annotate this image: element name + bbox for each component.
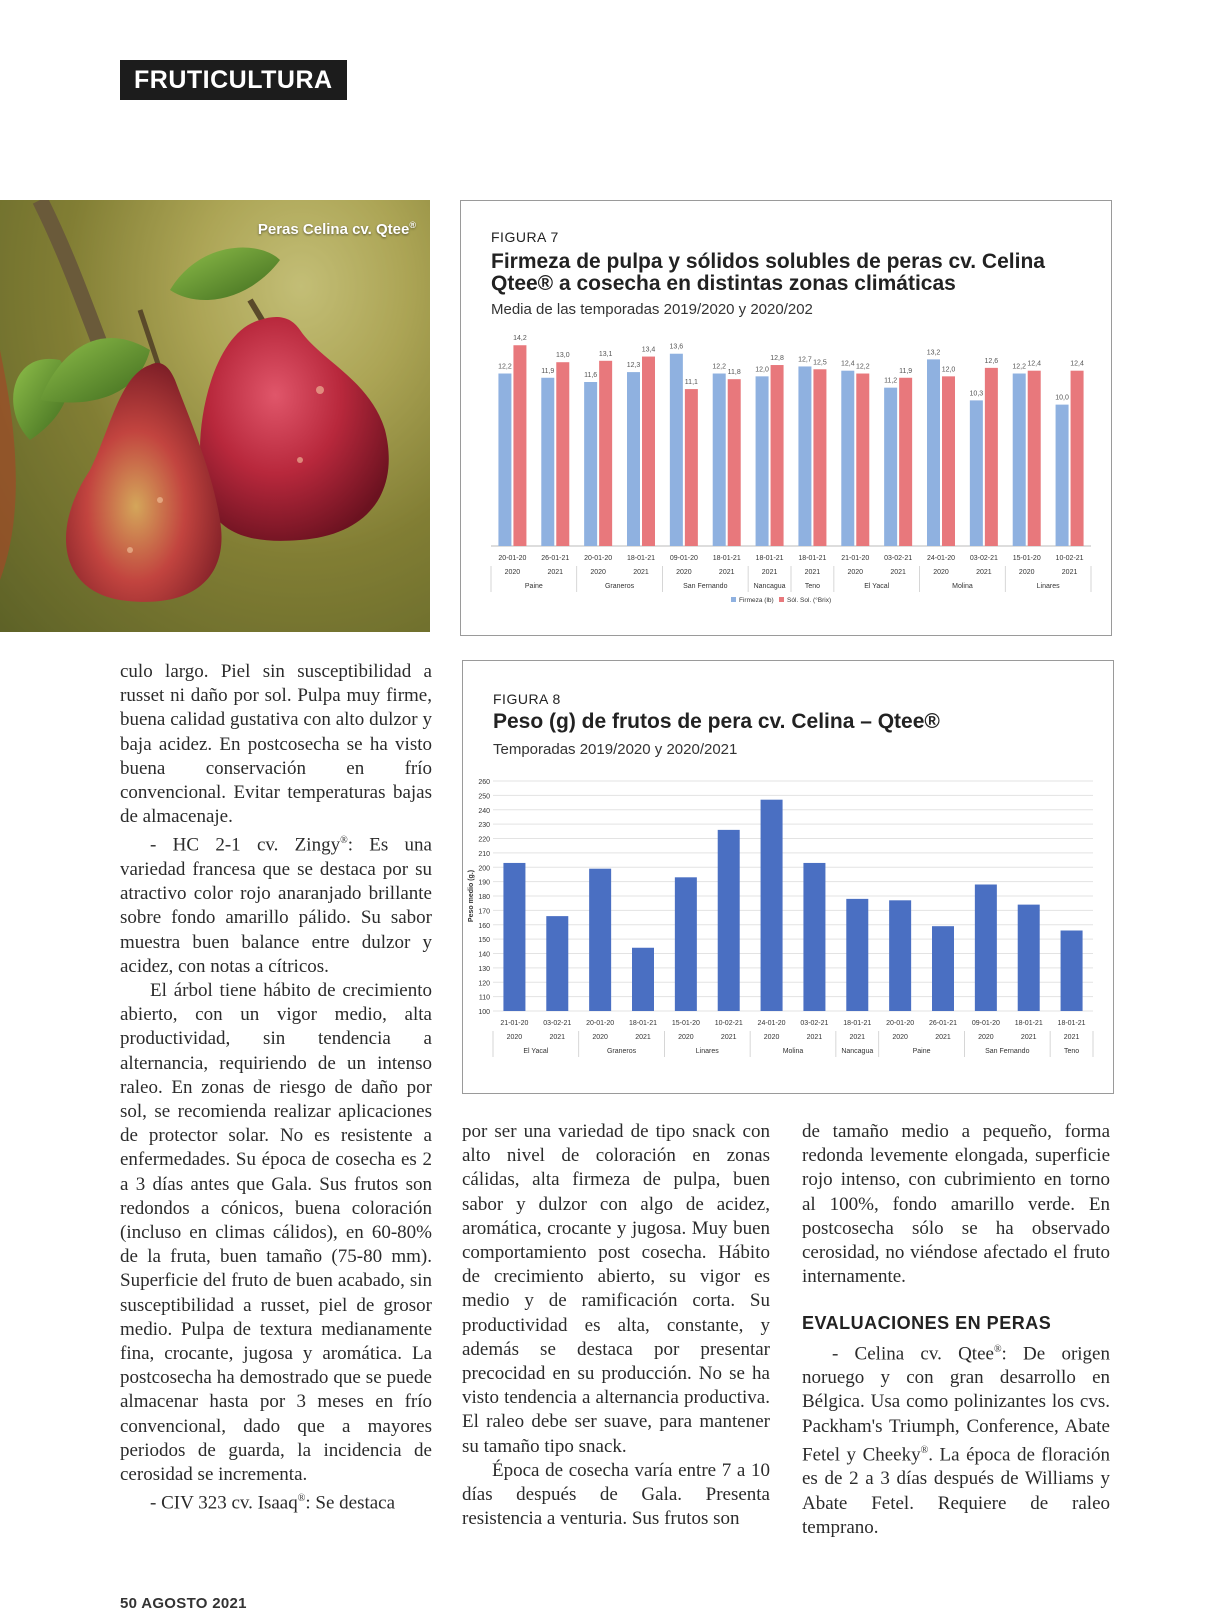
weight-bar [503,863,525,1011]
bar-value-label: 13,0 [555,352,570,360]
x-year-label: 2021 [935,1034,951,1041]
bar-value-label: 13,2 [926,349,941,357]
bar-value-label: 12,2 [1012,363,1027,371]
solidos-bar [813,369,826,546]
section-heading: EVALUACIONES EN PERAS [802,1313,1052,1334]
x-tick-label: 03-02-21 [543,1020,572,1027]
x-group-label: Teno [804,583,821,590]
y-tick-label: 200 [478,865,490,873]
legend-swatch [731,597,736,602]
bar-value-label: 12,2 [712,363,727,371]
x-year-label: 2021 [804,569,821,576]
y-tick-label: 160 [478,922,490,930]
x-tick-label: 24-01-20 [757,1020,786,1027]
paragraph: de tamaño medio a pequeño, forma redonda levemente elongada, superficie rojo intenso, con cubrimiento en torno al 100%, fondo amarillo verde. En postcosecha sólo se ha observado cerosidad, no viéndose afectado el fruto internamente. [802,1121,1110,1288]
solidos-bar [599,361,612,546]
weight-bar [889,900,911,1011]
bar-value-label: 13,4 [641,346,656,354]
x-tick-label: 15-01-20 [671,1020,700,1027]
x-group-label: Graneros [606,1048,637,1055]
bar-value-label: 12,7 [798,356,812,364]
x-year-label: 2020 [847,569,864,576]
x-group-label: El Yacal [864,583,890,590]
x-tick-label: 09-01-20 [669,555,698,562]
legend-label: Sól. Sol. (°Brix) [787,597,832,604]
firmeza-bar [627,372,640,546]
x-tick-label: 21-01-20 [841,555,870,562]
firmeza-bar [1056,405,1069,546]
x-year-label: 2021 [1020,1034,1037,1041]
bar-value-label: 11,9 [541,367,555,375]
x-year-label: 2021 [890,569,906,576]
y-tick-label: 260 [478,779,490,786]
photo-caption: Peras Celina cv. Qtee® [257,220,416,238]
figure-8-title: Peso (g) de frutos de pera cv. Celina – Qtee® [493,710,940,733]
x-year-label: 2020 [592,1034,608,1041]
x-tick-label: 10-02-21 [1055,555,1084,562]
x-year-label: 2021 [761,569,778,576]
solidos-bar [985,368,998,546]
x-group-label: San Fernando [683,583,728,590]
figure-7-label: FIGURA 7 [491,229,559,245]
firmeza-bar [670,354,683,546]
x-tick-label: 18-01-21 [798,555,827,562]
figure-8-subtitle: Temporadas 2019/2020 y 2020/2021 [493,741,738,758]
y-tick-label: 180 [478,894,490,901]
y-tick-label: 210 [478,850,490,858]
y-tick-label: 250 [478,793,490,801]
x-year-label: 2021 [635,1034,651,1041]
weight-bar [932,926,954,1011]
solidos-bar [856,374,869,546]
figure-8-label: FIGURA 8 [493,691,561,707]
weight-bar [589,869,611,1011]
legend-label: Firmeza (lb) [739,597,774,604]
bar-value-label: 10,3 [969,390,984,398]
section-tag: FRUTICULTURA [120,60,347,100]
x-tick-label: 15-01-20 [1012,555,1041,562]
x-tick-label: 09-01-20 [971,1020,1000,1027]
figure-8 [462,660,1114,1094]
solidos-bar [942,376,955,546]
solidos-bar [685,389,698,546]
x-year-label: 2020 [763,1034,780,1041]
paragraph: - CIV 323 cv. Isaaq®: Se destaca [150,1492,396,1514]
bar-value-label: 11,1 [684,379,698,387]
pear-illustration [0,200,430,632]
x-tick-label: 26-01-21 [541,555,570,562]
weight-bar [1061,931,1083,1012]
bar-value-label: 14,2 [513,335,527,343]
firmeza-bar [798,366,811,546]
x-group-label: Paine [912,1048,931,1055]
bar-value-label: 12,0 [941,366,956,374]
body-column-3 [802,1120,1110,1540]
pear-photo [0,200,430,632]
x-tick-label: 10-02-21 [714,1020,743,1027]
paragraph: - Celina cv. Qtee®: De origen noruego y con gran desarrollo en Bélgica. Usa como polinizantes los cvs. Packham's Triumph, Conference, Abate Fetel y Cheeky®. La época de floración es de 2 a 3 días después de Williams y Abate Fetel. Requiere de raleo temprano. [802,1342,1111,1538]
bar-value-label: 12,4 [840,360,855,368]
y-tick-label: 100 [478,1009,490,1016]
bar-value-label: 11,2 [884,377,898,385]
figure-7 [460,200,1112,636]
y-axis-title: Peso medio (g.) [468,869,475,923]
x-year-label: 2020 [590,569,606,576]
x-group-label: El Yacal [523,1048,549,1055]
x-tick-label: 20-01-20 [498,555,527,562]
solidos-bar [556,362,569,546]
bar-value-label: 10,0 [1055,394,1069,402]
firmeza-bar [584,382,597,546]
x-year-label: 2020 [1018,569,1035,576]
bar-value-label: 12,5 [813,359,827,367]
firmeza-bar [713,374,726,546]
x-group-label: Linares [695,1048,719,1055]
x-tick-label: 18-01-21 [843,1020,872,1027]
weight-bar [975,885,997,1012]
x-year-label: 2021 [1061,569,1078,576]
x-tick-label: 18-01-21 [628,1020,658,1027]
solidos-bar [728,379,741,546]
bar-value-label: 12,8 [770,355,784,363]
x-year-label: 2020 [678,1034,694,1041]
x-tick-label: 20-01-20 [586,1020,615,1027]
y-tick-label: 130 [478,965,490,973]
x-group-label: Teno [1063,1048,1080,1055]
figure-7-subtitle: Media de las temporadas 2019/2020 y 2020/202 [491,301,813,318]
body-column-1 [120,660,432,1516]
y-tick-label: 240 [478,807,490,815]
solidos-bar [1028,371,1041,546]
solidos-bar [642,357,655,546]
figure-7-chart [461,201,1111,635]
bar-value-label: 12,2 [855,363,870,371]
bar-value-label: 12,4 [1027,360,1042,368]
y-tick-label: 140 [478,951,490,959]
x-year-label: 2021 [806,1034,823,1041]
weight-bar [675,877,697,1011]
firmeza-bar [927,359,940,546]
solidos-bar [899,378,912,546]
bar-value-label: 12,2 [498,363,512,371]
x-group-label: Molina [952,583,973,590]
x-tick-label: 24-01-20 [926,555,956,562]
x-year-label: 2021 [633,569,649,576]
x-tick-label: 18-01-21 [755,555,784,562]
weight-bar [546,916,568,1011]
y-tick-label: 170 [478,908,490,916]
firmeza-bar [498,374,511,546]
x-tick-label: 26-01-21 [928,1020,958,1027]
y-tick-label: 230 [478,822,490,830]
x-year-label: 2021 [547,569,564,576]
x-group-label: San Fernando [985,1048,1030,1055]
bar-value-label: 13,6 [669,343,684,351]
y-tick-label: 110 [478,994,490,1002]
x-year-label: 2020 [978,1034,994,1041]
firmeza-bar [756,376,769,546]
paragraph: Época de cosecha varía entre 7 a 10 días después de Gala. Presenta resistencia a venturia. Sus frutos son [462,1459,770,1530]
solidos-bar [1071,371,1084,546]
x-tick-label: 18-01-21 [1057,1020,1086,1027]
x-year-label: 2021 [718,569,735,576]
weight-bar [761,800,783,1011]
weight-bar [846,899,868,1011]
weight-bar [632,948,654,1011]
x-year-label: 2020 [506,1034,523,1041]
bar-value-label: 12,0 [755,366,769,374]
x-tick-label: 18-01-21 [626,555,656,562]
bar-value-label: 11,6 [584,372,598,379]
x-tick-label: 03-02-21 [800,1020,829,1027]
y-tick-label: 150 [478,937,490,945]
x-tick-label: 20-01-20 [584,555,613,562]
x-tick-label: 21-01-20 [500,1020,529,1027]
paragraph: culo largo. Piel sin susceptibilidad a russet ni daño por sol. Pulpa muy firme, buena calidad gustativa con alto dulzor y baja acidez. En postcosecha se ha visto buena conservación en frío convencional. Evitar temperaturas bajas de almacenaje. [120,661,432,828]
paragraph: por ser una variedad de tipo snack con alto nivel de coloración en zonas cálidas, alta firmeza de pulpa, buen sabor y dulzor con algo de acidez, aromática, crocante y jugosa. Muy buen comportamiento post cosecha. Hábito de crecimiento abierto, su vigor es medio y de ramificación corta. Su productividad es alta, constante, y además se destaca por presentar precocidad en su producción. No se ha visto tendencia a alternancia productiva. El raleo debe ser suave, para mantener su tamaño tipo snack. [462,1121,770,1457]
x-tick-label: 03-02-21 [884,555,913,562]
solidos-bar [513,345,526,546]
y-tick-label: 220 [478,836,490,844]
firmeza-bar [884,388,897,546]
weight-bar [803,863,825,1011]
x-group-label: Molina [782,1048,804,1055]
paragraph: - HC 2-1 cv. Zingy®: Es una variedad francesa que se destaca por su atractivo color rojo anaranjado brillante sobre fondo amarillo pálido. Su sabor muestra buen balance entre dulzor y acidez, con notas a cítricos. [120,834,432,977]
x-tick-label: 03-02-21 [969,555,998,562]
solidos-bar [771,365,784,546]
x-year-label: 2021 [720,1034,737,1041]
x-tick-label: 18-01-21 [1014,1020,1043,1027]
x-year-label: 2021 [549,1034,566,1041]
weight-bar [718,830,740,1011]
y-tick-label: 190 [478,879,490,887]
x-group-label: Linares [1036,583,1060,590]
weight-bar [1018,905,1040,1011]
paragraph: El árbol tiene hábito de crecimiento abierto, con un vigor medio, alta productividad, sin tendencia a alternancia, requiriendo de un intenso raleo. En zonas de riesgo de daño por sol, se recomienda realizar aplicaciones de protector solar. No es resistente a enfermedades. Su época de cosecha es 2 a 3 días antes que Gala. Sus frutos son redondos a cónicos, buena coloración (incluso en climas cálidos), en 60-80% de la fruta, buen tamaño (75-80 mm). Superficie del fruto de buen acabado, sin susceptibilidad a russet, piel de grosor medio. Pulpa de textura medianamente fina, crocante, jugosa y aromática. La postcosecha ha demostrado que se puede almacenar hasta por 3 meses en frío convencional, dado que a mayores periodos de guarda, la incidencia de cerosidad se incrementa. [120,979,432,1486]
bar-value-label: 11,9 [899,367,913,375]
x-year-label: 2020 [504,569,521,576]
x-year-label: 2020 [676,569,692,576]
x-year-label: 2020 [933,569,949,576]
x-year-label: 2020 [892,1034,908,1041]
x-tick-label: 20-01-20 [886,1020,915,1027]
bar-value-label: 13,1 [598,350,613,358]
firmeza-bar [841,371,854,546]
x-tick-label: 18-01-21 [712,555,741,562]
bar-value-label: 12,4 [1070,360,1084,368]
figure-8-chart [463,661,1113,1093]
firmeza-bar [541,378,554,546]
x-group-label: Graneros [604,583,635,590]
legend-swatch [779,597,784,602]
figure-7-title: Firmeza de pulpa y sólidos solubles de peras cv. Celina Qtee® a cosecha en distintas zonas climáticas [491,250,1045,295]
x-year-label: 2021 [1063,1034,1080,1041]
x-group-label: Nancagua [753,583,786,590]
x-year-label: 2021 [976,569,992,576]
firmeza-bar [970,400,983,546]
bar-value-label: 12,6 [984,357,999,365]
bar-value-label: 11,8 [727,369,741,377]
body-column-2 [462,1120,770,1531]
x-group-label: Nancagua [841,1048,874,1055]
y-tick-label: 120 [478,980,490,988]
firmeza-bar [1013,374,1026,546]
page-footer: 50 AGOSTO 2021 [120,1595,247,1612]
x-group-label: Paine [524,583,543,590]
x-year-label: 2021 [849,1034,866,1041]
bar-value-label: 12,3 [626,362,641,370]
